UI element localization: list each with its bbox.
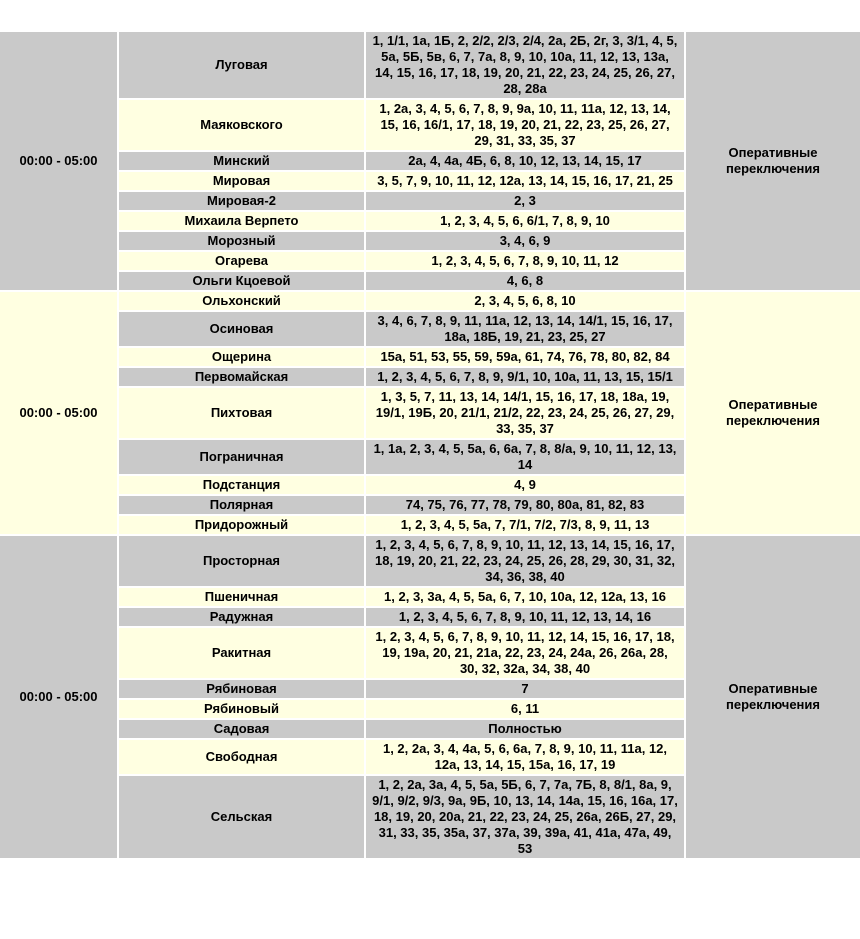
house-numbers-cell: 1, 2, 3, 4, 5, 6, 7, 8, 9, 10, 11, 12, 13, 14, 15, 16, 17, 18, 19, 20, 21, 22, 23, 24, 25, 26, 28, 29, 30, 31, 32, 34, 36, 38, 40 (365, 535, 685, 587)
street-name-cell: Морозный (118, 231, 365, 251)
street-name-cell: Мировая (118, 171, 365, 191)
street-name-cell: Подстанция (118, 475, 365, 495)
street-name-cell: Свободная (118, 739, 365, 775)
house-numbers-cell: 74, 75, 76, 77, 78, 79, 80, 80а, 81, 82, 83 (365, 495, 685, 515)
house-numbers-cell: 3, 4, 6, 9 (365, 231, 685, 251)
street-name-cell: Полярная (118, 495, 365, 515)
street-name-cell: Огарева (118, 251, 365, 271)
house-numbers-cell: 1, 1/1, 1а, 1Б, 2, 2/2, 2/3, 2/4, 2а, 2Б, 2г, 3, 3/1, 4, 5, 5а, 5Б, 5в, 6, 7, 7а, 8, 9, 10, 10а, 11, 12, 13, 13а, 14, 15, 16, 17, 18, 19, 20, 21, 22, 23, 24, 25, 26, 27, 28, 28а (365, 32, 685, 99)
operation-type-cell: Оперативные переключения (685, 291, 860, 535)
street-name-cell: Пихтовая (118, 387, 365, 439)
house-numbers-cell: 1, 2, 3, 4, 5, 6, 7, 8, 9, 10, 11, 12, 13, 14, 16 (365, 607, 685, 627)
street-name-cell: Мировая-2 (118, 191, 365, 211)
street-name-cell: Осиновая (118, 311, 365, 347)
street-name-cell: Придорожный (118, 515, 365, 535)
street-name-cell: Пшеничная (118, 587, 365, 607)
house-numbers-cell: 4, 9 (365, 475, 685, 495)
house-numbers-cell: 1, 2, 3, 3а, 4, 5, 5а, 6, 7, 10, 10а, 12, 12а, 13, 16 (365, 587, 685, 607)
street-name-cell: Просторная (118, 535, 365, 587)
street-name-cell: Минский (118, 151, 365, 171)
street-name-cell: Первомайская (118, 367, 365, 387)
street-name-cell: Маяковского (118, 99, 365, 151)
house-numbers-cell: 2, 3, 4, 5, 6, 8, 10 (365, 291, 685, 311)
street-name-cell: Пограничная (118, 439, 365, 475)
house-numbers-cell: 1, 3, 5, 7, 11, 13, 14, 14/1, 15, 16, 17, 18, 18а, 19, 19/1, 19Б, 20, 21/1, 21/2, 22, 23, 24, 25, 26, 27, 29, 33, 35, 37 (365, 387, 685, 439)
house-numbers-cell: Полностью (365, 719, 685, 739)
house-numbers-cell: 1, 2, 2а, 3а, 4, 5, 5а, 5Б, 6, 7, 7а, 7Б, 8, 8/1, 8а, 9, 9/1, 9/2, 9/3, 9а, 9Б, 10, 13, 14, 14а, 15, 16, 16а, 17, 18, 19, 20, 20а, 21, 22, 23, 24, 25, 26а, 26Б, 27, 29, 31, 33, 35, 35а, 37, 37а, 39, 39а, 41, 41а, 47а, 49, 53 (365, 775, 685, 858)
street-name-cell: Ольги Кцоевой (118, 271, 365, 291)
time-range-cell: 00:00 - 05:00 (0, 535, 118, 858)
house-numbers-cell: 3, 4, 6, 7, 8, 9, 11, 11а, 12, 13, 14, 14/1, 15, 16, 17, 18а, 18Б, 19, 21, 23, 25, 27 (365, 311, 685, 347)
house-numbers-cell: 15а, 51, 53, 55, 59, 59а, 61, 74, 76, 78, 80, 82, 84 (365, 347, 685, 367)
street-name-cell: Ракитная (118, 627, 365, 679)
operation-type-cell: Оперативные переключения (685, 535, 860, 858)
house-numbers-cell: 1, 1а, 2, 3, 4, 5, 5а, 6, 6а, 7, 8, 8/а, 9, 10, 11, 12, 13, 14 (365, 439, 685, 475)
time-range-cell: 00:00 - 05:00 (0, 32, 118, 291)
outage-schedule-page (0, 32, 860, 858)
street-name-cell: Рябиновый (118, 699, 365, 719)
house-numbers-cell: 7 (365, 679, 685, 699)
house-numbers-cell: 6, 11 (365, 699, 685, 719)
house-numbers-cell: 1, 2, 3, 4, 5, 5а, 7, 7/1, 7/2, 7/3, 8, 9, 11, 13 (365, 515, 685, 535)
house-numbers-cell: 2, 3 (365, 191, 685, 211)
street-name-cell: Рябиновая (118, 679, 365, 699)
street-name-cell: Михаила Верпето (118, 211, 365, 231)
street-name-cell: Радужная (118, 607, 365, 627)
house-numbers-cell: 1, 2, 3, 4, 5, 6, 7, 8, 9, 10, 11, 12 (365, 251, 685, 271)
operation-type-cell: Оперативные переключения (685, 32, 860, 291)
house-numbers-cell: 1, 2, 3, 4, 5, 6, 6/1, 7, 8, 9, 10 (365, 211, 685, 231)
schedule-table-body (0, 32, 860, 858)
outage-schedule-table (0, 32, 860, 858)
street-name-cell: Сельская (118, 775, 365, 858)
table-row (0, 291, 860, 311)
street-name-cell: Садовая (118, 719, 365, 739)
house-numbers-cell: 4, 6, 8 (365, 271, 685, 291)
table-row (0, 535, 860, 587)
street-name-cell: Ольхонский (118, 291, 365, 311)
house-numbers-cell: 1, 2, 3, 4, 5, 6, 7, 8, 9, 9/1, 10, 10а, 11, 13, 15, 15/1 (365, 367, 685, 387)
time-range-cell: 00:00 - 05:00 (0, 291, 118, 535)
table-row (0, 32, 860, 99)
house-numbers-cell: 1, 2а, 3, 4, 5, 6, 7, 8, 9, 9а, 10, 11, 11а, 12, 13, 14, 15, 16, 16/1, 17, 18, 19, 20, 21, 22, 23, 25, 26, 27, 29, 31, 33, 35, 37 (365, 99, 685, 151)
street-name-cell: Ощерина (118, 347, 365, 367)
street-name-cell: Луговая (118, 32, 365, 99)
house-numbers-cell: 2а, 4, 4а, 4Б, 6, 8, 10, 12, 13, 14, 15, 17 (365, 151, 685, 171)
house-numbers-cell: 1, 2, 2а, 3, 4, 4а, 5, 6, 6а, 7, 8, 9, 10, 11, 11а, 12, 12а, 13, 14, 15, 15а, 16, 17, 19 (365, 739, 685, 775)
house-numbers-cell: 3, 5, 7, 9, 10, 11, 12, 12а, 13, 14, 15, 16, 17, 21, 25 (365, 171, 685, 191)
house-numbers-cell: 1, 2, 3, 4, 5, 6, 7, 8, 9, 10, 11, 12, 14, 15, 16, 17, 18, 19, 19а, 20, 21, 21а, 22, 23, 24, 24а, 26, 26а, 28, 30, 32, 32а, 34, 38, 40 (365, 627, 685, 679)
